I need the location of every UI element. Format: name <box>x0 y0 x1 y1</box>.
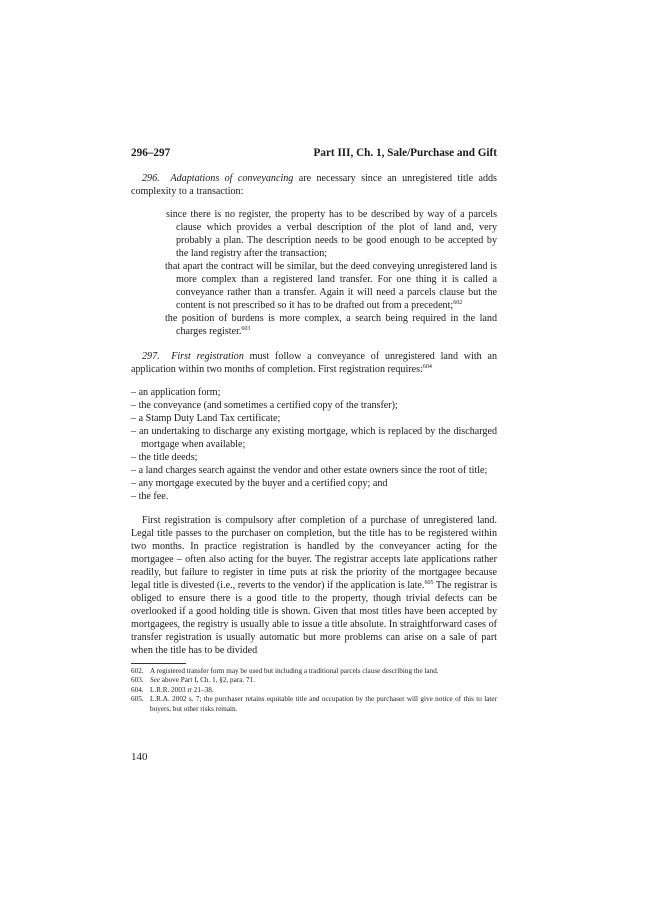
requirements-list <box>131 386 497 503</box>
paragraph-297 <box>131 350 497 376</box>
list-item: – an undertaking to discharge any existing mortgage, which is replaced by the discharged mortgage when available; <box>131 426 497 450</box>
quote-item: the position of burdens is more complex, a search being required in the land charges register.$^{603}$ <box>165 313 497 337</box>
footnotes <box>131 667 497 714</box>
list-item: – an application form; <box>131 387 221 398</box>
footnote: 605. L.R.A. 2002 s. 7; the purchaser retains equitable title and occupation by the purchaser will give notice of this to later buyers, but other risks remain. <box>131 695 497 713</box>
list-item: – a Stamp Duty Land Tax certificate; <box>131 413 281 424</box>
paragraph-text: must follow a conveyance of unregistered land with an application within two months of completion. First registration requires: <box>131 351 497 375</box>
footnote: 604. L.R.R. 2003 rr 21–38. <box>131 685 214 694</box>
quote-item: since there is no register, the property has to be described by way of a parcels clause which provides a verbal description of the plot of land and, very probably a plan. The description needs to be good enough to be accepted by the land registry after the transaction; <box>166 209 497 259</box>
footnote-ref[interactable]: 603 <box>241 326 251 332</box>
footnote: 602. A registered transfer form may be used but including a traditional parcels clause describing the land. <box>131 667 439 675</box>
body-paragraph: First registration is compulsory after completion of a purchase of unregistered land. Legal title passes to the purchaser on completion, but the title has to be registered within two months. In practice registration is handled by the conveyancer acting for the mortgagee – often also acting for the buyer. The registrar accepts late applications rather readily, but failure to register in time puts at risk the priority of the mortgagee because legal title is divested (i.e., reverts to the vendor) if the application is late.$^{605}$ The registrar is obliged to ensure there is a good title to the property, though trivial defects can be overlooked if a good holding title is shown. Given that most titles have been accepted by mortgagees, the registry is usually able to issue a title absolute. In straightforward cases of transfer registration is usually automatic but more problems can arise on a sale of part when the title has to be divided <box>131 515 497 656</box>
paragraph-number: 296. <box>142 173 160 184</box>
footnote: 603. See above Part I, Ch. 1, §2, para. 71. <box>131 676 255 685</box>
paragraph-text: are necessary since an unregistered title adds complexity to a transaction: <box>131 173 497 197</box>
block-quote <box>131 208 497 338</box>
page-content <box>131 146 497 714</box>
footnote-ref[interactable]: 605 <box>424 580 434 586</box>
paragraph-heading: Adaptations of conveyancing <box>170 173 294 184</box>
paragraph-296 <box>131 172 497 198</box>
running-header <box>131 146 497 160</box>
page-number: 140 <box>131 751 148 763</box>
list-item: – the title deeds; <box>131 452 198 463</box>
header-paragraph-range: 296–297 <box>131 147 171 159</box>
list-item: – the fee. <box>131 491 169 502</box>
quote-item: that apart the contract will be similar, but the deed conveying unregistered land is more complex than a registered land transfer. For one thing it is called a conveyance rather than a transfer. Again it will need a parcels clause but the content is not prescribed so it has to be drafted out from a precedent;$^{602}$ <box>165 261 497 311</box>
header-chapter-title: Part III, Ch. 1, Sale/Purchase and Gift <box>313 147 497 159</box>
list-item: – a land charges search against the vendor and other estate owners since the root of title; <box>131 465 488 476</box>
list-item: – any mortgage executed by the buyer and a certified copy; and <box>131 478 388 489</box>
footnote-ref[interactable]: 602 <box>453 300 463 306</box>
footnote-divider <box>131 663 186 664</box>
list-item: – the conveyance (and sometimes a certified copy of the transfer); <box>131 400 398 411</box>
paragraph-heading: First registration <box>171 351 244 362</box>
footnote-ref[interactable]: 604 <box>422 364 432 370</box>
paragraph-number: 297. <box>142 351 160 362</box>
